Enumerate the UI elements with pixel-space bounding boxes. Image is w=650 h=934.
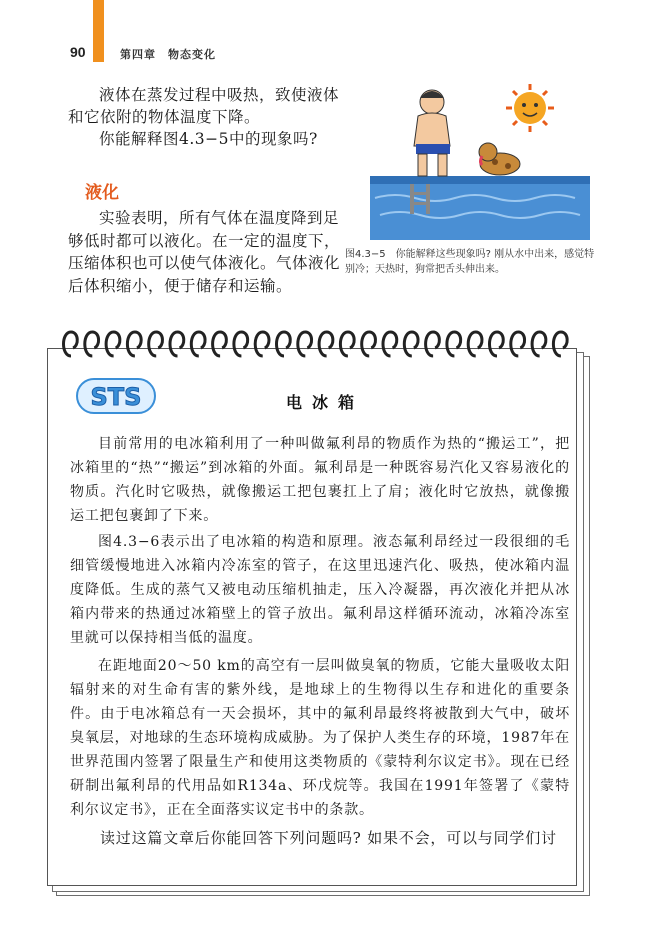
sts-paragraph-3: 在距地面20～50 km的高空有一层叫做臭氧的物质，它能大量吸收太阳辐射来的对生命有害的紫外线，是地球上的生物得以生存和进化的重要条件。由于电冰箱总有一天会损坏，其中的氟利昂最终将被散到大气中，破坏臭氧层，对地球的生态环境构成威胁。为了保护人类生存的环境，1987年在世界范围内签署了限量生产和使用这类物质的《蒙特利尔议定书》。现在已经研制出氟利昂的代用品如R134a、环戊烷等。我国在1991年签署了《蒙特利尔议定书》，正在全面落实议定书中的条款。 — [70, 658, 570, 818]
spiral-ring — [277, 332, 291, 356]
spiral-ring — [404, 332, 418, 356]
ladder-rail-2 — [426, 184, 430, 214]
section-paragraph: 实验表明，所有气体在温度降到足够低时都可以液化。在一定的温度下，压缩体积也可以使气体液化。气体液化后体积缩小，便于储存和运输。 — [68, 209, 341, 295]
figure-illustration — [370, 80, 590, 240]
water-area — [370, 180, 590, 240]
spiral-ring — [340, 332, 354, 356]
spiral-ring — [127, 332, 141, 356]
spiral-ring — [298, 332, 312, 356]
spiral-ring — [447, 332, 461, 356]
intro-paragraph-1: 液体在蒸发过程中吸热，致使液体和它依附的物体温度下降。 — [68, 86, 340, 126]
spiral-ring — [511, 332, 525, 356]
intro-paragraph-2: 你能解释图4.3−5中的现象吗? — [99, 130, 318, 148]
sun-icon — [506, 84, 554, 132]
spiral-ring — [85, 332, 99, 356]
spiral-ring — [319, 332, 333, 356]
spiral-ring — [64, 332, 78, 356]
ladder-step-2 — [410, 202, 430, 205]
spiral-ring — [170, 332, 184, 356]
spiral-ring — [213, 332, 227, 356]
spiral-ring — [383, 332, 397, 356]
spiral-ring — [490, 332, 504, 356]
section-title: 液化 — [85, 183, 119, 203]
spiral-ring — [255, 332, 269, 356]
spiral-ring — [234, 332, 248, 356]
figure-caption: 图4.3−5 你能解释这些现象吗? 刚从水中出来，感觉特别冷；天热时，狗常把舌头伸出来。 — [345, 249, 595, 275]
pool-edge — [370, 176, 590, 184]
orange-header-bar — [93, 0, 104, 62]
dog — [479, 143, 520, 175]
spiral-ring — [426, 332, 440, 356]
shivering-man — [414, 90, 450, 176]
sts-paragraph-4: 读过这篇文章后你能回答下列问题吗? 如果不会，可以与同学们讨 — [100, 829, 557, 847]
ladder-rail — [410, 184, 414, 214]
spiral-ring — [191, 332, 205, 356]
spiral-ring — [468, 332, 482, 356]
svg-text:STS: STS — [90, 383, 142, 411]
sts-paragraph-1: 目前常用的电冰箱利用了一种叫做氟利昂的物质作为热的“搬运工”，把冰箱里的“热”“搬运”到冰箱的外面。氟利昂是一种既容易汽化又容易液化的物质。汽化时它吸热，就像搬运工把包裹扛上了肩；液化时它放热，就像搬运工把包裹卸了下来。 — [70, 436, 570, 524]
spiral-ring — [553, 332, 567, 356]
spiral-binding — [55, 326, 575, 368]
ladder-step — [410, 192, 430, 195]
spiral-ring — [362, 332, 376, 356]
chapter-title: 第四章 物态变化 — [120, 48, 216, 61]
sts-title: 电冰箱 — [285, 393, 364, 412]
spiral-ring — [106, 332, 120, 356]
sts-paragraph-2: 图4.3−6表示出了电冰箱的构造和原理。液态氟利昂经过一段很细的毛细管缓慢地进入冰箱内冷冻室的管子，在这里迅速汽化、吸热，使冰箱内温度降低。生成的蒸气又被电动压缩机抽走，压入冷凝器，再次液化并把从冰箱内带来的热通过冰箱壁上的管子放出。氟利昂这样循环流动，冰箱冷冻室里就可以保持相当低的温度。 — [70, 534, 570, 646]
spiral-ring — [149, 332, 163, 356]
spiral-ring — [532, 332, 546, 356]
page-number: 90 — [70, 44, 86, 60]
